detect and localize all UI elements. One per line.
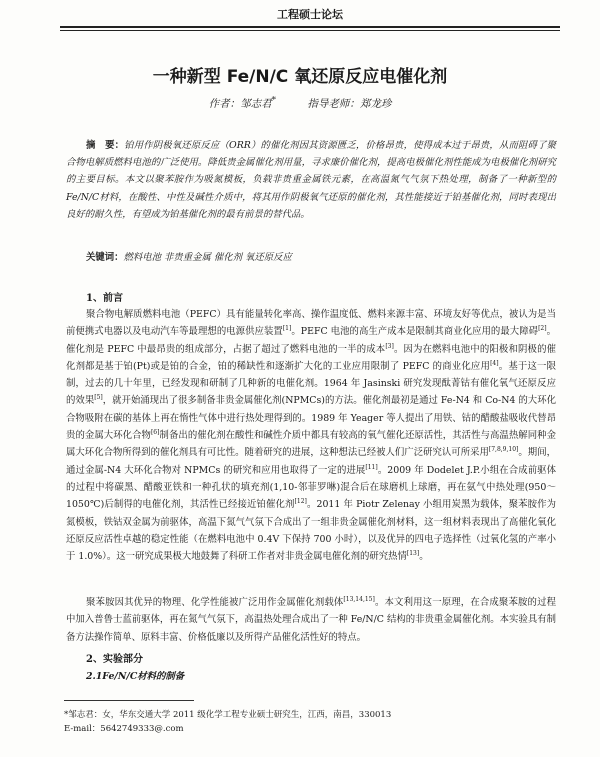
keywords-label: 关键词： <box>86 252 124 263</box>
para1-text-f: ，就开始涌现出了很多制备非贵金属催化剂(NPMCs)的方法。催化剂最初是通过 Fe-N4 和 Co-N4 的大环化合物吸附在碳的基体上再在惰性气体中进行热处理得到的。1989 年 Yeager 等人提出了用铁、钴的醋酸盐吸收代替昂贵的金属大环化合物 <box>66 395 556 442</box>
author-footnote-mark: * <box>271 95 277 105</box>
citation: [11] <box>365 463 378 471</box>
intro-paragraph-1 <box>66 306 556 565</box>
citation: [7,8,9,10] <box>488 446 519 454</box>
para1-text-h: 。期间，通过金属-N4 大环化合物对 NPMCs 的研究和应用也取得了一定的进展 <box>66 447 556 476</box>
journal-header: 工程硕士论坛 <box>60 6 560 28</box>
footnote-divider <box>64 700 194 701</box>
author-name: 邹志君 <box>240 97 272 110</box>
para1-text-e: 。基于这一限制，过去的几十年里，已经发现和研制了几种新的电催化剂。1964 年 Jasinski 研究发现酞菁钴有催化氧气还原反应的效果 <box>66 360 556 407</box>
citation: [6] <box>150 428 160 436</box>
footnote-email: E-mail：5642749333@.com <box>64 724 184 734</box>
para1-text-i: 。2009 年 Dodelet J.P.小组在合成前驱体的过程中将碳黑、醋酸亚铁和一种孔状的填充剂(1,10-邻菲罗啉)混合后在球磨机上球磨，再在氨气中热处理(950～1050℃)后制得的电催化剂，其活性已经接近铂催化剂 <box>66 464 557 511</box>
author-block <box>208 95 277 110</box>
intro-paragraph-2 <box>66 594 556 646</box>
subsection-heading-preparation: 2.1Fe/N/C材料的制备 <box>86 671 185 682</box>
keywords-text: 燃料电池 非贵重金属 催化剂 氧还原反应 <box>123 252 292 263</box>
keywords <box>86 249 556 263</box>
author-footnote <box>64 708 556 736</box>
footnote-line-1: *邹志君：女，华东交通大学 2011 级化学工程专业硕士研究生，江西，南昌，330013 <box>64 710 392 720</box>
para1-text-b: 。PEFC 电池的高生产成本是限制其商业化应用的最大障碍 <box>291 326 539 338</box>
para2-text-b: 。本文利用这一原理，在合成聚苯胺的过程中加入普鲁士蓝前驱体，再在氮气气氛下，高温热处理合成出了一种 Fe/N/C 结构的非贵重金属催化剂。本实验具有制备方法操作简单、原料丰富、价格低廉以及所得产品催化活性好的特点。 <box>66 597 556 643</box>
abstract <box>66 137 556 223</box>
author-line <box>0 95 600 111</box>
section-heading-experimental: 2、实验部分 <box>86 654 143 665</box>
paper-title: 一种新型 Fe/N/C 氧还原反应电催化剂 <box>152 67 448 87</box>
citation: [3] <box>385 342 394 350</box>
citation: [4] <box>490 359 499 367</box>
para1-text-a: 聚合物电解质燃料电池（PEFC）具有能量转化率高、操作温度低、燃料来源丰富、环境友好等优点，被认为是当前便携式电器以及电动汽车等最理想的电源供应装置 <box>66 309 556 338</box>
section-heading-introduction: 1、前言 <box>86 293 123 304</box>
citation: [2] <box>538 325 547 333</box>
citation: [1] <box>282 325 292 333</box>
citation: [5] <box>94 394 103 402</box>
citation: [13] <box>406 550 420 558</box>
abstract-label: 摘 要： <box>86 140 125 151</box>
para1-text-g: 制备出的催化剂在酸性和碱性介质中都具有较高的氧气催化还原活性，其活性与高温热解同种金属大环化合物所得到的催化剂具有可比性。随着研究的进展，这种想法已经被人们广泛研究认可所采用 <box>66 430 556 459</box>
para1-text-j: 。2011 年 Piotr Zelenay 小组用炭黑为载体，聚苯胺作为氮模板，铁钴双金属为前驱体，高温下氮气气氛下合成出了一组非贵金属催化剂材料，这一组材料表现出了高催化氧化还原反应活性卓越的稳定性能（在燃料电池中 0.4V 下保持 700 小时），以及优异的四电子选择性（过氧化氢的产率小于 1.0%）。这一研究成果极大地鼓舞了科研工作者对非贵金属电催化剂的研究热情 <box>66 499 556 563</box>
citation: [12] <box>294 498 307 506</box>
abstract-text: 铂用作阴极氧还原反应（ORR）的催化剂因其资源匮乏，价格昂贵，使得成本过于昂贵，从而阻碍了聚合物电解质燃料电池的广泛使用。降低贵金属催化剂用量，寻求廉价催化剂，提高电极催化剂性能成为电极催化剂研究的主要目标。本文以聚苯胺作为吸氮模板，负载非贵重金属铁元素，在高温氮气气氛下热处理，制备了一种新型的Fe/N/C材料，在酸性、中性及碱性介质中，将其用作阴极氧气还原的催化剂，其性能接近于铂基催化剂，同时表现出良好的耐久性，有望成为铂基催化剂的最有前景的替代品。 <box>66 140 556 220</box>
advisor-block <box>307 98 391 110</box>
para2-text-a: 聚苯胺因其优异的物理、化学性能被广泛用作金属催化剂载体 <box>86 597 344 608</box>
para1-text-d: 。因为在燃料电池中的阳极和阴极的催化剂都是基于铂(Pt)或是铂的合金，铂的稀缺性和逐渐扩大化的工业应用限制了 PEFC 的商业化应用 <box>66 343 556 372</box>
citation: [13,14,15] <box>343 595 375 603</box>
para1-text-c: 。催化剂是 PEFC 中最昂贵的组成部分，占据了超过了燃料电池的一半的成本 <box>66 326 556 355</box>
advisor-name: 郑龙珍 <box>359 97 392 110</box>
para1-text-k: 。 <box>419 551 429 563</box>
author-label: 作者： <box>208 97 241 110</box>
advisor-label: 指导老师： <box>307 97 360 110</box>
